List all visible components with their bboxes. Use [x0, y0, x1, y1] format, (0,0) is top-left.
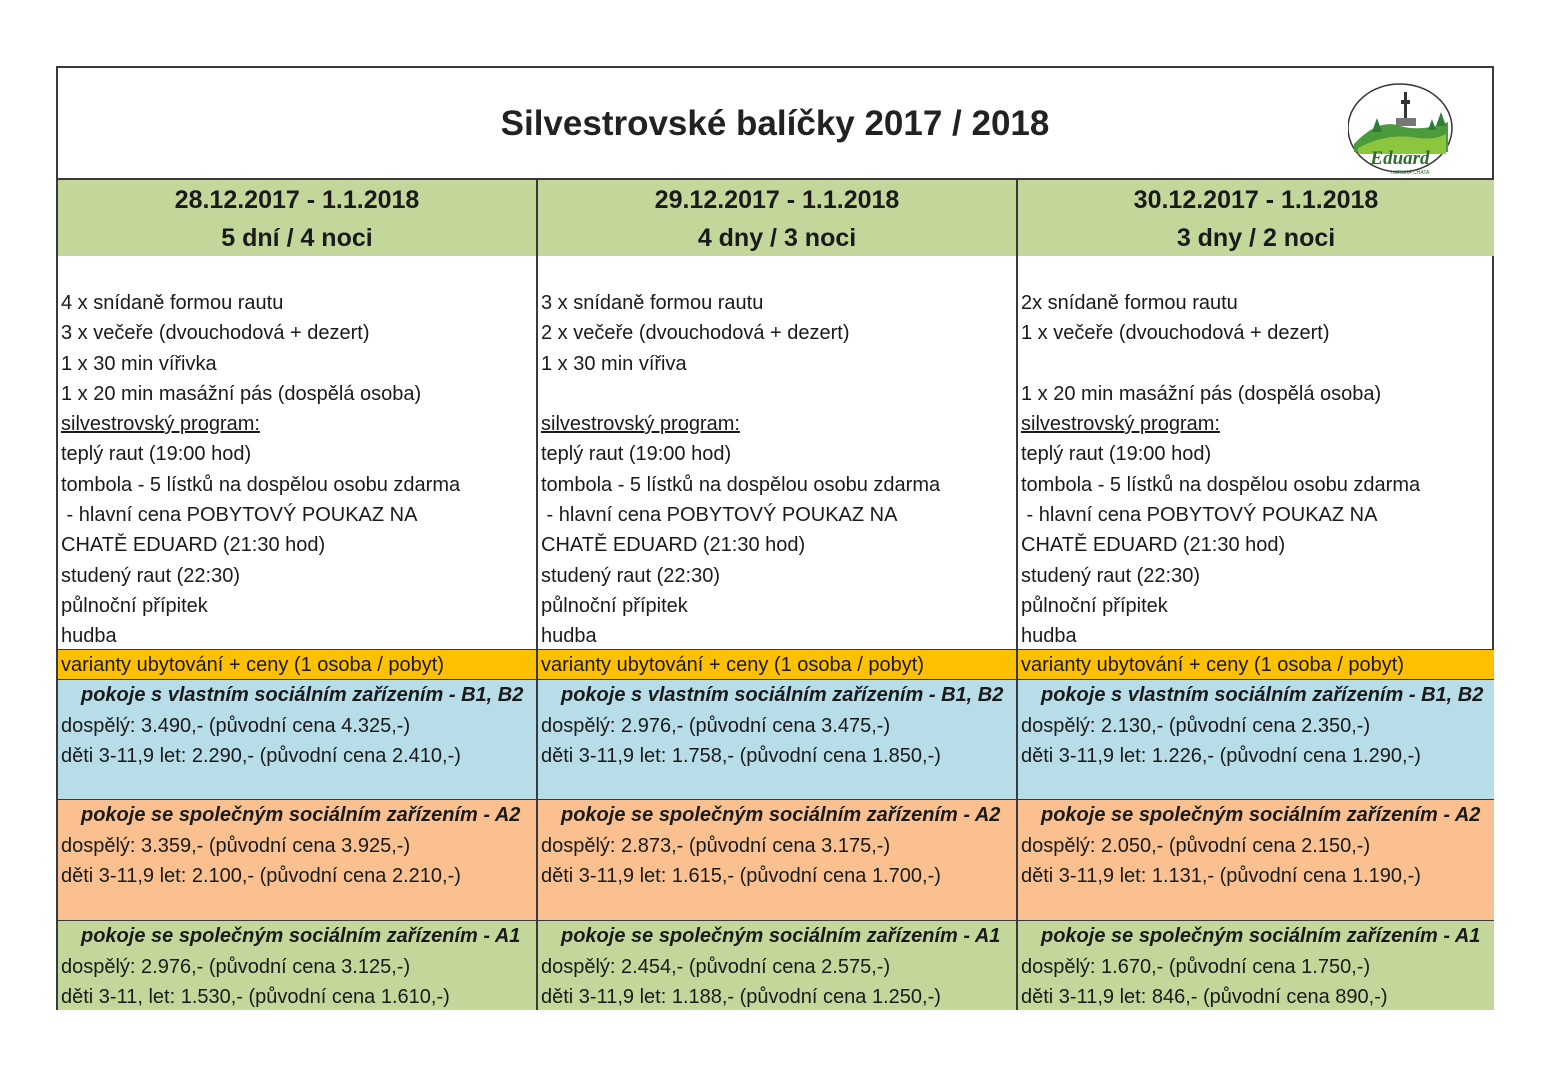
price-child: děti 3-11,9 let: 1.131,- (původní cena 1.190,-) — [1021, 865, 1421, 887]
price-adult: dospělý: 2.873,- (původní cena 3.175,-) — [541, 834, 891, 857]
list-item: studený raut (22:30) — [541, 564, 720, 587]
eduard-logo — [1348, 82, 1458, 178]
package-dates: 30.12.2017 - 1.1.2018 — [1133, 186, 1379, 214]
package-header — [538, 180, 1016, 256]
price-child: děti 3-11,9 let: 1.758,- (původní cena 1.850,-) — [541, 745, 941, 767]
logo-subtext: HORSKÁ CHATA — [1390, 170, 1430, 176]
list-item: půlnoční přípitek — [541, 594, 688, 617]
list-item: - hlavní cena POBYTOVÝ POUKAZ NA — [1021, 504, 1378, 527]
list-item: půlnoční přípitek — [61, 594, 208, 617]
room-block-a2 — [1018, 800, 1494, 921]
price-child: děti 3-11,9 let: 1.226,- (původní cena 1.290,-) — [1021, 745, 1421, 767]
list-item: teplý raut (19:00 hod) — [61, 443, 252, 466]
list-item: CHATĚ EDUARD (21:30 hod) — [541, 534, 806, 557]
room-block-a2 — [58, 800, 536, 921]
room-title: pokoje se společným sociálním zařízením - A1 — [81, 925, 521, 947]
list-item: 3 x večeře (dvouchodová + dezert) — [61, 322, 370, 345]
package-duration: 5 dní / 4 noci — [221, 224, 373, 252]
package-dates: 28.12.2017 - 1.1.2018 — [174, 186, 420, 214]
program-heading: silvestrovský program: — [541, 413, 740, 436]
variants-heading: varianty ubytování + ceny (1 osoba / pobyt) — [58, 649, 536, 680]
list-item: 4 x snídaně formou rautu — [61, 292, 284, 314]
room-title: pokoje se společným sociálním zařízením - A2 — [1041, 804, 1481, 826]
list-item: teplý raut (19:00 hod) — [1021, 443, 1212, 466]
price-child: děti 3-11,9 let: 1.615,- (původní cena 1.700,-) — [541, 865, 941, 887]
package-items — [1018, 256, 1494, 649]
package-column-2 — [538, 180, 1018, 1010]
package-items — [538, 256, 1016, 649]
list-item: tombola - 5 lístků na dospělou osobu zdarma — [61, 473, 461, 496]
price-sheet — [56, 66, 1494, 1010]
list-item: půlnoční přípitek — [1021, 594, 1168, 617]
list-item: CHATĚ EDUARD (21:30 hod) — [1021, 534, 1286, 557]
title-row — [58, 68, 1492, 180]
variants-heading: varianty ubytování + ceny (1 osoba / pobyt) — [538, 649, 1016, 680]
program-heading: silvestrovský program: — [1021, 413, 1220, 436]
program-heading: silvestrovský program: — [61, 413, 260, 436]
list-item: 2x snídaně formou rautu — [1021, 292, 1238, 314]
list-item: 1 x 30 min vířivka — [61, 352, 217, 375]
list-item — [541, 379, 1016, 409]
list-item: - hlavní cena POBYTOVÝ POUKAZ NA — [541, 504, 898, 527]
price-adult: dospělý: 1.670,- (původní cena 1.750,-) — [1021, 955, 1371, 978]
price-child: děti 3-11,9 let: 2.290,- (původní cena 2.410,-) — [61, 745, 461, 767]
page-title: Silvestrovské balíčky 2017 / 2018 — [500, 104, 1050, 143]
package-column-3 — [1018, 180, 1494, 1010]
list-item — [1021, 349, 1494, 379]
price-adult: dospělý: 3.359,- (původní cena 3.925,-) — [61, 834, 411, 857]
list-item: tombola - 5 lístků na dospělou osobu zdarma — [1021, 473, 1421, 496]
list-item: 3 x snídaně formou rautu — [541, 292, 764, 314]
room-block-b — [58, 680, 536, 800]
room-title: pokoje se společným sociálním zařízením - A1 — [1041, 925, 1481, 947]
price-adult: dospělý: 2.050,- (původní cena 2.150,-) — [1021, 834, 1371, 857]
package-header — [1018, 180, 1494, 256]
list-item: CHATĚ EDUARD (21:30 hod) — [61, 534, 326, 557]
price-adult: dospělý: 2.454,- (původní cena 2.575,-) — [541, 955, 891, 978]
price-child: děti 3-11, let: 1.530,- (původní cena 1.610,-) — [61, 986, 450, 1008]
list-item: tombola - 5 lístků na dospělou osobu zdarma — [541, 473, 941, 496]
price-adult: dospělý: 2.130,- (původní cena 2.350,-) — [1021, 714, 1371, 737]
room-title: pokoje s vlastním sociálním zařízením - B1, B2 — [561, 684, 1004, 706]
room-block-a2 — [538, 800, 1016, 921]
list-item: hudba — [541, 625, 597, 648]
list-item: 1 x 20 min masážní pás (dospělá osoba) — [1021, 382, 1382, 405]
list-item: 2 x večeře (dvouchodová + dezert) — [541, 322, 850, 345]
list-item: hudba — [1021, 625, 1077, 648]
package-column-1 — [58, 180, 538, 1010]
list-item: 1 x 20 min masážní pás (dospělá osoba) — [61, 382, 422, 405]
list-item: 1 x 30 min vířiva — [541, 352, 687, 375]
list-item: hudba — [61, 625, 117, 648]
list-item: studený raut (22:30) — [1021, 564, 1200, 587]
room-title: pokoje se společným sociálním zařízením - A2 — [81, 804, 521, 826]
variants-heading: varianty ubytování + ceny (1 osoba / pobyt) — [1018, 649, 1494, 680]
logo-text: Eduard — [1370, 148, 1430, 169]
room-title: pokoje s vlastním sociálním zařízením - B1, B2 — [1041, 684, 1484, 706]
price-adult: dospělý: 2.976,- (původní cena 3.125,-) — [61, 955, 411, 978]
room-title: pokoje se společným sociálním zařízením - A1 — [561, 925, 1001, 947]
package-duration: 3 dny / 2 noci — [1176, 224, 1336, 252]
room-title: pokoje se společným sociálním zařízením - A2 — [561, 804, 1001, 826]
room-block-b — [1018, 680, 1494, 800]
list-item: teplý raut (19:00 hod) — [541, 443, 732, 466]
price-child: děti 3-11,9 let: 2.100,- (původní cena 2.210,-) — [61, 865, 461, 887]
package-items — [58, 256, 536, 649]
price-child: děti 3-11,9 let: 846,- (původní cena 890,-) — [1021, 986, 1388, 1008]
package-duration: 4 dny / 3 noci — [697, 224, 857, 252]
package-header — [58, 180, 536, 256]
price-adult: dospělý: 3.490,- (původní cena 4.325,-) — [61, 714, 411, 737]
package-dates: 29.12.2017 - 1.1.2018 — [654, 186, 900, 214]
room-title: pokoje s vlastním sociálním zařízením - B1, B2 — [81, 684, 524, 706]
list-item: 1 x večeře (dvouchodová + dezert) — [1021, 322, 1330, 345]
room-block-b — [538, 680, 1016, 800]
list-item: - hlavní cena POBYTOVÝ POUKAZ NA — [61, 504, 418, 527]
room-block-a1 — [538, 921, 1016, 1010]
room-block-a1 — [58, 921, 536, 1010]
price-adult: dospělý: 2.976,- (původní cena 3.475,-) — [541, 714, 891, 737]
price-child: děti 3-11,9 let: 1.188,- (původní cena 1.250,-) — [541, 986, 941, 1008]
room-block-a1 — [1018, 921, 1494, 1010]
list-item: studený raut (22:30) — [61, 564, 240, 587]
